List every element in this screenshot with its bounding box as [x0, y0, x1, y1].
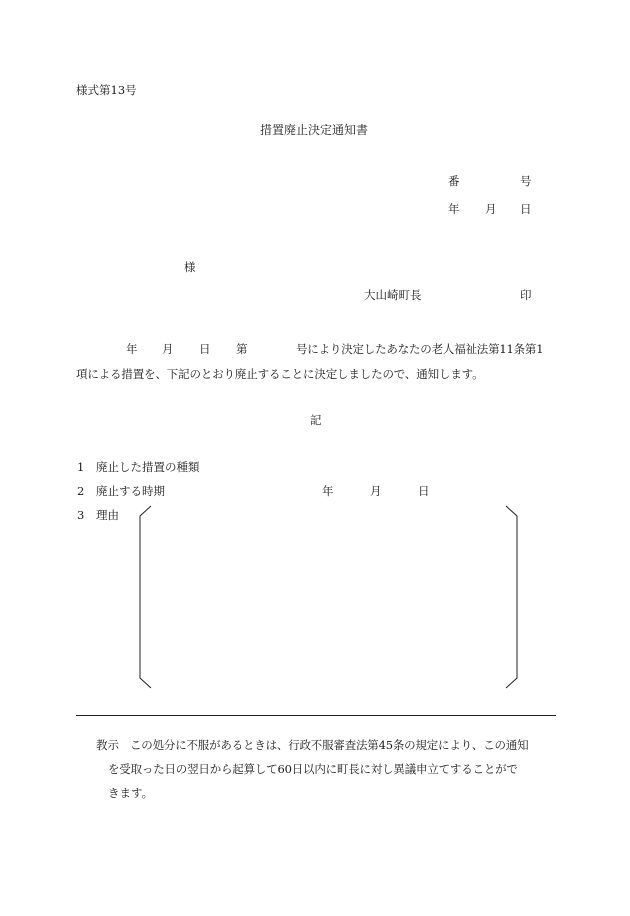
body-line2: 項による措置を、下記のとおり廃止することに決定しましたので、通知します。 [76, 367, 484, 381]
item2-year: 年 [322, 484, 334, 498]
form-number: 様式第13号 [76, 83, 137, 97]
body-month: 月 [162, 342, 174, 356]
item2-number: 2 [77, 484, 85, 498]
seal-mark: 印 [520, 288, 532, 302]
date-month-label: 月 [485, 202, 497, 216]
item1-label: 廃止した措置の種類 [96, 460, 200, 474]
item2-label: 廃止する時期 [96, 484, 165, 498]
number-label-go: 号 [520, 174, 532, 188]
item2-month: 月 [370, 484, 382, 498]
ki-heading: 記 [310, 413, 322, 427]
divider-line [76, 715, 556, 716]
notice-line2: を受取った日の翌日から起算して60日以内に町長に対し異議申立てすることがで [108, 762, 518, 776]
notice-line3: きます。 [108, 786, 154, 800]
addressee-suffix: 様 [184, 260, 196, 274]
reason-left-bracket [136, 504, 156, 690]
item3-label: 理由 [96, 508, 119, 522]
item1-number: 1 [77, 460, 85, 474]
reason-right-bracket [502, 504, 522, 690]
document-title: 措置廃止決定通知書 [260, 123, 369, 137]
issuer-name: 大山崎町長 [364, 288, 422, 302]
notice-line1: この処分に不服があるときは、行政不服審査法第45条の規定により、この通知 [130, 738, 529, 752]
notice-label: 教示 [96, 738, 119, 752]
body-year: 年 [126, 342, 138, 356]
body-dai: 第 [236, 342, 248, 356]
date-year-label: 年 [448, 202, 460, 216]
date-day-label: 日 [520, 202, 532, 216]
body-line1-rest: 号により決定したあなたの老人福祉法第11条第1 [296, 342, 544, 356]
body-day: 日 [199, 342, 211, 356]
item2-day: 日 [418, 484, 430, 498]
item3-number: 3 [77, 508, 85, 522]
number-label-ban: 番 [448, 174, 460, 188]
